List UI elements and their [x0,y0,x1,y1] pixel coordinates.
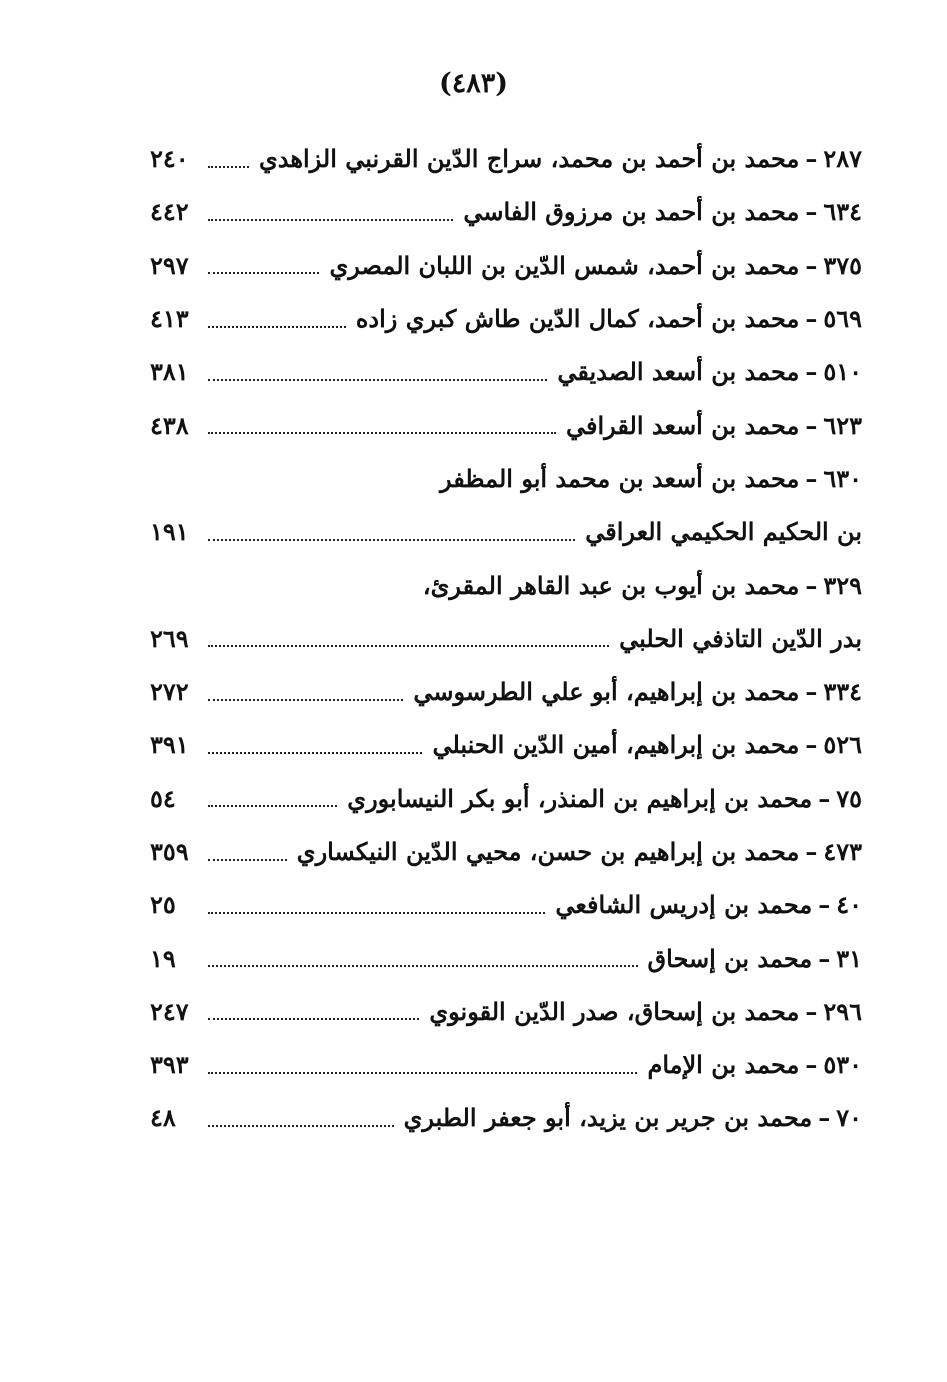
entry-dash: – [805,570,818,600]
entry-name: محمد بن أسعد بن محمد أبو المظفر [440,463,800,493]
entry-page: ٢٤٧ [150,996,189,1026]
entry-number: ٣١ [836,943,862,973]
dot-leader [208,859,287,861]
entry-name: محمد بن إبراهيم، أمين الدّين الحنبلي [432,730,800,760]
index-entry [150,878,862,931]
entry-dash: – [805,410,818,440]
index-entry-continuation [150,505,862,558]
dot-leader [208,1018,419,1020]
entry-number: ٦٢٣ [823,410,862,440]
entry-page: ٢٤٠ [150,144,189,174]
dot-leader [208,432,556,434]
index-entry [150,239,862,292]
entry-name: بدر الدّين التاذفي الحلبي [619,623,862,653]
dot-leader [208,379,547,381]
dot-leader [208,699,403,701]
entry-dash: – [818,890,831,920]
entry-name: محمد بن الإمام [647,1050,800,1080]
entry-name: محمد بن جرير بن يزيد، أبو جعفر الطبري [403,1103,813,1133]
entry-page: ٢٧٢ [150,677,189,707]
entry-page: ٤٣٨ [150,410,189,440]
entry-page: ٤١٣ [150,304,189,334]
entry-number: ٥٦٩ [823,304,862,334]
index-entry [150,665,862,718]
entry-dash: – [805,144,818,174]
entry-number: ٤٠ [836,890,862,920]
entry-name: محمد بن إسحاق، صدر الدّين القونوي [429,996,800,1026]
entry-name: محمد بن إدريس الشافعي [555,890,813,920]
dot-leader [208,912,545,914]
entry-number: ٦٣٤ [823,197,862,227]
dot-leader [208,1072,637,1074]
entry-dash: – [818,943,831,973]
entry-name: محمد بن أسعد الصديقي [557,357,800,387]
index-entry-continuation [150,612,862,665]
entry-dash: – [805,197,818,227]
entry-page: ٢٩٧ [150,250,189,280]
entry-page: ٣٩١ [150,730,189,760]
entry-name: محمد بن إبراهيم، أبو علي الطرسوسي [413,677,800,707]
entry-dash: – [805,463,818,493]
dot-leader [208,272,319,274]
entry-name: محمد بن أحمد بن مرزوق الفاسي [463,197,800,227]
entry-name: محمد بن أيوب بن عبد القاهر المقرئ، [422,570,800,600]
entry-number: ٢٨٧ [823,144,862,174]
entry-number: ٣٣٤ [823,677,862,707]
entry-page: ٣٨١ [150,357,189,387]
index-entry [150,772,862,825]
entry-name: محمد بن إبراهيم بن حسن، محيي الدّين النيكساري [296,837,800,866]
entry-dash: – [805,357,818,387]
index-entry [150,985,862,1038]
entry-dash: – [805,837,818,866]
entry-dash: – [805,730,818,760]
entry-name: محمد بن إسحاق [647,943,813,973]
entry-page: ٢٦٩ [150,623,189,653]
dot-leader [208,1125,394,1127]
index-entry [150,398,862,451]
entry-number: ٤٧٣ [823,837,862,866]
entry-name: محمد بن إبراهيم بن المنذر، أبو بكر النيسابوري [347,783,813,813]
entry-number: ٧٥ [836,783,862,813]
entry-name: محمد بن أحمد، كمال الدّين طاش كبري زاده [355,304,800,334]
entry-page: ٣٥٩ [150,837,189,866]
entry-number: ٥٣٠ [823,1050,862,1080]
dot-leader [208,539,575,541]
index-entry [150,931,862,984]
entry-dash: – [805,250,818,280]
index-entry [150,1091,862,1144]
index-entry [150,132,862,185]
entry-number: ٥١٠ [823,357,862,387]
dot-leader [208,645,609,647]
index-entry [150,718,862,771]
entry-page: ٤٨ [150,1103,176,1133]
entry-page: ٥٤ [150,783,176,813]
page-number: (٤٨٣) [438,68,509,99]
dot-leader [208,219,453,221]
index-entry [150,1038,862,1091]
entry-name: محمد بن أحمد بن محمد، سراج الدّين القرنبي الزاهدي [258,144,800,174]
entry-page: ٤٤٢ [150,197,189,227]
entry-name: محمد بن أحمد، شمس الدّين بن اللبان المصري [329,250,800,280]
entry-name: بن الحكيم الحكيمي العراقي [585,517,862,547]
entry-dash: – [805,1050,818,1080]
entry-number: ٣٢٩ [823,570,862,600]
index-entry [150,185,862,238]
entry-name: محمد بن أسعد القرافي [566,410,800,440]
entry-number: ٦٣٠ [823,463,862,493]
dot-leader [208,752,422,754]
index-entry [150,558,862,611]
entry-page: ١٩١ [150,517,189,547]
index-entry [150,825,862,878]
entry-number: ٥٢٦ [823,730,862,760]
index-entry [150,452,862,505]
entry-number: ٣٧٥ [823,250,862,280]
dot-leader [208,805,337,807]
entry-number: ٢٩٦ [823,996,862,1026]
entry-dash: – [818,1103,831,1133]
dot-leader [208,965,638,967]
entry-page: ١٩ [150,943,176,973]
dot-leader [208,166,249,168]
entry-dash: – [805,677,818,707]
entry-dash: – [805,996,818,1026]
index-entry [150,292,862,345]
entry-number: ٧٠ [836,1103,862,1133]
dot-leader [208,326,346,328]
entry-page: ٢٥ [150,890,176,920]
entry-dash: – [818,783,831,813]
index-list [150,132,862,1145]
index-entry [150,345,862,398]
entry-page: ٣٩٣ [150,1050,189,1080]
entry-dash: – [805,304,818,334]
